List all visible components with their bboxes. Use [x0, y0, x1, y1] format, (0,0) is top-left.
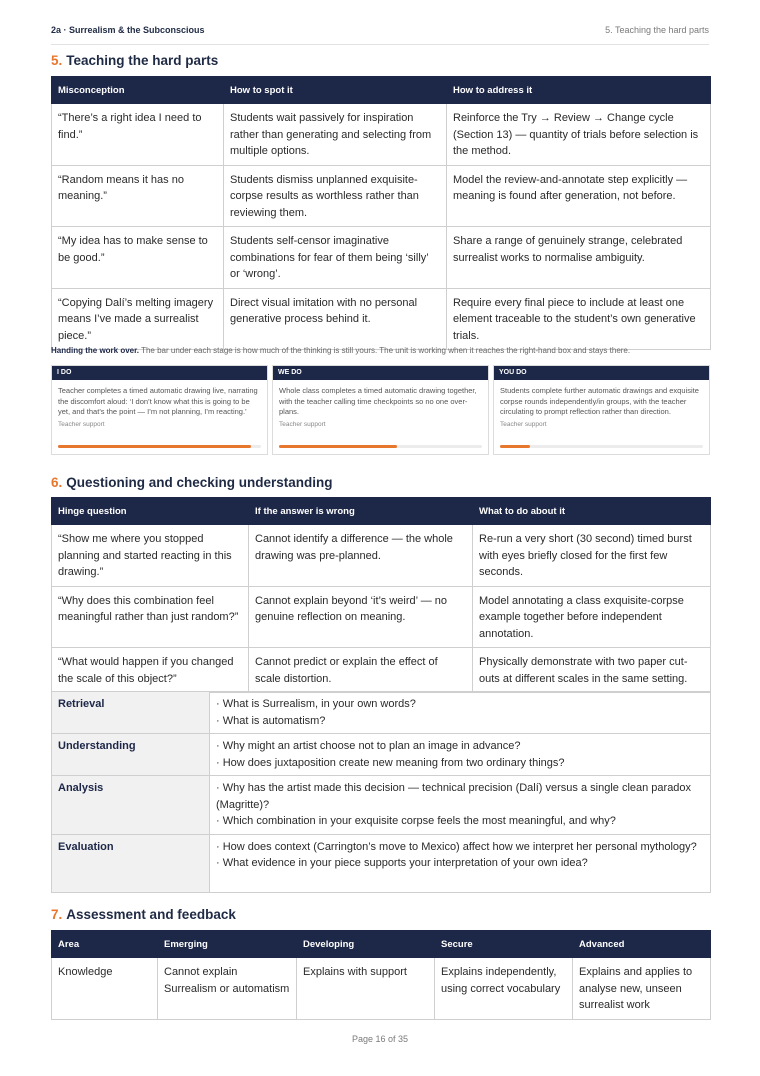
table-header-row [52, 78, 711, 104]
question-item: · Why might an artist choose not to plan an image in advance? [216, 740, 521, 752]
column-header: Area [52, 932, 158, 958]
column-header: Hinge question [52, 499, 249, 525]
table-cell: “Show me where you stopped planning and started reacting in this drawing.” [52, 525, 249, 587]
level-name: Retrieval [52, 692, 210, 734]
stage-description: Whole class completes a timed automatic drawing together, with the teacher calling time checkpoints so no one over-plans. [279, 386, 477, 416]
section-7-title: Assessment and feedback [66, 907, 236, 922]
table-row [52, 104, 711, 166]
table-row [52, 776, 711, 835]
document-title: 2a · Surrealism & the Subconscious [51, 25, 205, 35]
table-cell: “What would happen if you changed the scale of this object?” [52, 648, 249, 693]
running-header [51, 25, 709, 45]
level-questions [210, 692, 711, 734]
table-row [52, 288, 711, 350]
table-cell: Model the review-and-annotate step explicitly — meaning is found after generation, not before. [447, 165, 711, 227]
level-name: Evaluation [52, 834, 210, 892]
table-cell: Explains independently, using correct vocabulary [435, 958, 573, 1020]
table-cell: Physically demonstrate with two paper cut-outs at different scales in the same setting. [473, 648, 711, 693]
stage-i-do [51, 365, 268, 455]
table-cell: “Copying Dalí’s melting imagery means I’ve made a surrealist piece.” [52, 288, 224, 350]
section-7-number: 7. [51, 907, 63, 922]
table-row [52, 958, 711, 1020]
section-5-number: 5. [51, 53, 63, 68]
section-6-heading [51, 475, 333, 490]
table-cell: Re-run a very short (30 second) timed burst with eyes briefly closed for the first few seconds. [473, 525, 711, 587]
table-row [52, 834, 711, 892]
section-5-heading [51, 53, 218, 68]
question-item: · Why has the artist made this decision — technical precision (Dalí) versus a single clean paradox (Magritte)? [216, 782, 692, 811]
column-header: What to do about it [473, 499, 711, 525]
level-questions [210, 734, 711, 776]
handover-caption [51, 346, 630, 355]
support-bar-fill [58, 445, 251, 448]
support-bar-fill [500, 445, 530, 448]
table-row [52, 165, 711, 227]
hinge-questions-table [51, 497, 711, 693]
stage-you-do [493, 365, 710, 455]
table-row [52, 227, 711, 289]
misconceptions-table [51, 76, 711, 350]
question-levels-table [51, 691, 711, 893]
table-cell: “Random means it has no meaning.” [52, 165, 224, 227]
column-header: Emerging [158, 932, 297, 958]
table-row [52, 692, 711, 734]
section-7-heading [51, 907, 236, 922]
stage-description: Teacher completes a timed automatic drawing live, narrating the discomfort aloud: ‘I don’t know what this is going to be yet, and that’s the point — I’m not planning, I’m reacting.’ [58, 386, 258, 416]
table-cell: Reinforce the Try → Review → Change cycle (Section 13) — quantity of trials before selection is the method. [447, 104, 711, 166]
level-questions [210, 776, 711, 835]
column-header: Advanced [573, 932, 711, 958]
running-section-name: 5. Teaching the hard parts [605, 25, 709, 35]
table-cell: Share a range of genuinely strange, celebrated surrealist works to normalise ambiguity. [447, 227, 711, 289]
table-row [52, 525, 711, 587]
table-cell: “Why does this combination feel meaningful rather than just random?” [52, 586, 249, 648]
table-cell: “My idea has to make sense to be good.” [52, 227, 224, 289]
table-cell: Model annotating a class exquisite-corpse example together before independent annotation. [473, 586, 711, 648]
question-item: · What is automatism? [216, 714, 326, 727]
section-6-title: Questioning and checking understanding [66, 475, 333, 490]
column-header: Misconception [52, 78, 224, 104]
question-item: · What evidence in your piece supports your interpretation of your own idea? [216, 857, 588, 869]
table-row [52, 586, 711, 648]
assessment-rubric-table [51, 930, 711, 1020]
support-label: Teacher support [58, 420, 105, 428]
question-item: · How does context (Carrington’s move to Mexico) affect how we interpret her personal mythology? [216, 840, 697, 853]
table-cell: Direct visual imitation with no personal generative process behind it. [224, 288, 447, 350]
table-cell: Cannot predict or explain the effect of scale distortion. [249, 648, 473, 693]
table-cell: Cannot identify a difference — the whole drawing was pre-planned. [249, 525, 473, 587]
stage-description: Students complete further automatic drawings and exquisite corpse rounds independently/in groups, with the teacher circulating to prompt reflection rather than direction. [500, 386, 699, 416]
question-item: · What is Surrealism, in your own words? [216, 698, 416, 710]
level-name: Analysis [52, 776, 210, 835]
page-number: Page 16 of 35 [351, 1034, 409, 1044]
gradual-release-stages [51, 365, 710, 455]
support-label: Teacher support [500, 420, 547, 428]
question-item: · How does juxtaposition create new meaning from two ordinary things? [216, 756, 565, 769]
table-header-row [52, 932, 711, 958]
support-bar-track [58, 445, 261, 448]
table-cell: Students wait passively for inspiration rather than generating and selecting from multiple options. [224, 104, 447, 166]
table-cell: Require every final piece to include at least one element traceable to the student’s own generative trials. [447, 288, 711, 350]
table-row [52, 648, 711, 693]
stage-we-do [272, 365, 489, 455]
table-cell: Cannot explain beyond ‘it’s weird’ — no genuine reflection on meaning. [249, 586, 473, 648]
column-header: How to spot it [224, 78, 447, 104]
question-item: · Which combination in your exquisite corpse feels the most meaningful, and why? [216, 815, 616, 827]
section-6-number: 6. [51, 475, 63, 490]
table-cell: Explains and applies to analyse new, unseen surrealist work [573, 958, 711, 1020]
column-header: Developing [297, 932, 435, 958]
table-cell: Cannot explain Surrealism or automatism [158, 958, 297, 1020]
handover-text: The bar under each stage is how much of the thinking is still yours. The unit is working when it reaches the right-hand box and stays there. [141, 346, 631, 355]
table-cell: Students dismiss unplanned exquisite-corpse results as worthless rather than reviewing them. [224, 165, 447, 227]
column-header: Secure [435, 932, 573, 958]
table-row [52, 734, 711, 776]
section-5-title: Teaching the hard parts [66, 53, 219, 68]
table-cell: “There’s a right idea I need to find.” [52, 104, 224, 166]
table-cell: Students self-censor imaginative combinations for fear of them being ‘silly’ or ‘wrong’. [224, 227, 447, 289]
table-cell: Knowledge [52, 958, 158, 1020]
level-name: Understanding [52, 734, 210, 776]
handover-lead: Handing the work over. [51, 346, 140, 355]
stage-label: WE DO [273, 366, 488, 380]
level-questions [210, 834, 711, 892]
column-header: If the answer is wrong [249, 499, 473, 525]
table-header-row [52, 499, 711, 525]
table-cell: Explains with support [297, 958, 435, 1020]
support-bar-track [279, 445, 482, 448]
stage-label: I DO [52, 366, 267, 380]
support-bar-track [500, 445, 703, 448]
column-header: How to address it [447, 78, 711, 104]
stage-label: YOU DO [494, 366, 709, 380]
support-label: Teacher support [279, 420, 326, 428]
support-bar-fill [279, 445, 397, 448]
